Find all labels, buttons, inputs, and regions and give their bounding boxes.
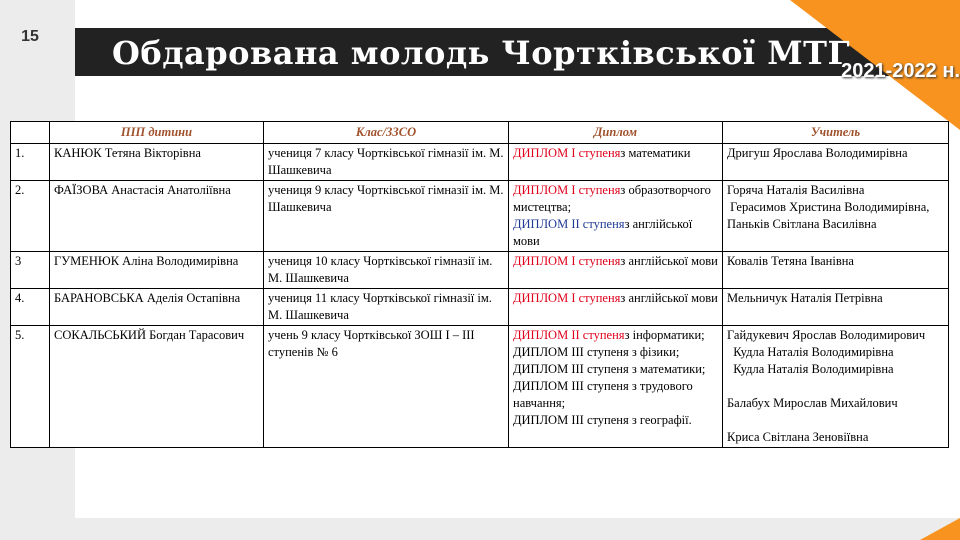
teacher-cell — [723, 326, 949, 448]
diploma-level: ДИПЛОМ ІІ ступеня — [513, 217, 625, 231]
row-number: 4. — [11, 289, 50, 326]
teacher-name: Герасимов Христина Володимирівна, — [727, 200, 930, 214]
page-number: 15 — [21, 28, 39, 45]
diploma-subject: з образотворчого мистецтва; — [513, 183, 711, 214]
teacher-name — [727, 378, 944, 395]
student-school: учениця 9 класу Чортківської гімназії ім. М. Шашкевича — [264, 181, 509, 252]
diploma-entry — [513, 145, 718, 162]
diploma-entry — [513, 182, 718, 216]
diploma-entry — [513, 290, 718, 307]
row-number: 5. — [11, 326, 50, 448]
diploma-entry — [513, 344, 718, 361]
diploma-subject: ДИПЛОМ ІІІ ступеня з трудового навчання; — [513, 379, 693, 410]
diploma-level: ДИПЛОМ І ступеня — [513, 183, 621, 197]
diploma-entry — [513, 327, 718, 344]
header-school: Клас/ЗЗСО — [264, 122, 509, 144]
teacher-name: Балабух Мирослав Михайлович — [727, 396, 898, 410]
diploma-subject: з математики — [620, 146, 691, 160]
diploma-subject: з англійської мови — [620, 291, 718, 305]
diploma-level: ДИПЛОМ ІІ ступеня — [513, 328, 625, 342]
teacher-cell — [723, 289, 949, 326]
student-school: учень 9 класу Чортківської ЗОШ І – ІІІ ступенів № 6 — [264, 326, 509, 448]
teacher-cell — [723, 144, 949, 181]
student-name: КАНЮК Тетяна Вікторівна — [50, 144, 264, 181]
table-row — [11, 144, 949, 181]
diploma-entry — [513, 253, 718, 270]
table-body — [11, 144, 949, 448]
teacher-name: Кудла Наталія Володимирівна — [727, 362, 894, 376]
student-name: ГУМЕНЮК Аліна Володимирівна — [50, 252, 264, 289]
diploma-level: ДИПЛОМ І ступеня — [513, 146, 621, 160]
diploma-cell — [509, 144, 723, 181]
footer-orange-accent — [920, 518, 960, 540]
diploma-subject: ДИПЛОМ ІІІ ступеня з математики; — [513, 362, 706, 376]
student-school: учениця 7 класу Чортківської гімназії ім. М. Шашкевича — [264, 144, 509, 181]
diploma-level: ДИПЛОМ І ступеня — [513, 254, 621, 268]
table-header-row — [11, 122, 949, 144]
academic-year: 2021-2022 н. — [841, 60, 960, 82]
student-name: СОКАЛЬСЬКИЙ Богдан Тарасович — [50, 326, 264, 448]
student-school: учениця 11 класу Чортківської гімназії ім. М. Шашкевича — [264, 289, 509, 326]
student-name: ФАЇЗОВА Анастасія Анатоліївна — [50, 181, 264, 252]
teacher-name: Паньків Світлана Василівна — [727, 217, 877, 231]
teacher-name: Горяча Наталія Василівна — [727, 183, 865, 197]
teacher-name: Ковалів Тетяна Іванівна — [727, 254, 854, 268]
diploma-entry — [513, 216, 718, 250]
diploma-subject: з інформатики; — [624, 328, 705, 342]
student-name: БАРАНОВСЬКА Аделія Остапівна — [50, 289, 264, 326]
table-row — [11, 252, 949, 289]
table-row — [11, 181, 949, 252]
header-teacher: Учитель — [723, 122, 949, 144]
teacher-name: Гайдукевич Ярослав Володимирович — [727, 328, 926, 342]
teacher-cell — [723, 252, 949, 289]
diploma-entry — [513, 412, 718, 429]
diploma-cell — [509, 289, 723, 326]
header-name: ПІП дитини — [50, 122, 264, 144]
slide-title: Обдарована молодь Чортківської МТГ — [112, 34, 851, 72]
header-diploma: Диплом — [509, 122, 723, 144]
table-row — [11, 326, 949, 448]
teacher-name: Криса Світлана Зеновіївна — [727, 430, 869, 444]
diploma-entry — [513, 361, 718, 378]
diploma-subject: з англійської мови — [513, 217, 693, 248]
footer-gray-band — [0, 518, 960, 540]
teacher-name: Кудла Наталія Володимирівна — [727, 345, 894, 359]
diploma-subject: ДИПЛОМ ІІІ ступеня з фізики; — [513, 345, 680, 359]
teacher-name — [727, 412, 944, 429]
row-number: 1. — [11, 144, 50, 181]
row-number: 3 — [11, 252, 50, 289]
table-row — [11, 289, 949, 326]
row-number: 2. — [11, 181, 50, 252]
teacher-name: Мельничук Наталія Петрівна — [727, 291, 883, 305]
header-number — [11, 122, 50, 144]
diploma-entry — [513, 378, 718, 412]
diploma-subject: ДИПЛОМ ІІІ ступеня з географії. — [513, 413, 692, 427]
diploma-level: ДИПЛОМ І ступеня — [513, 291, 621, 305]
diploma-cell — [509, 326, 723, 448]
diploma-cell — [509, 181, 723, 252]
students-table — [10, 121, 949, 448]
teacher-cell — [723, 181, 949, 252]
teacher-name: Дригуш Ярослава Володимирівна — [727, 146, 908, 160]
diploma-subject: з англійської мови — [620, 254, 718, 268]
diploma-cell — [509, 252, 723, 289]
student-school: учениця 10 класу Чортківської гімназії ім. М. Шашкевича — [264, 252, 509, 289]
